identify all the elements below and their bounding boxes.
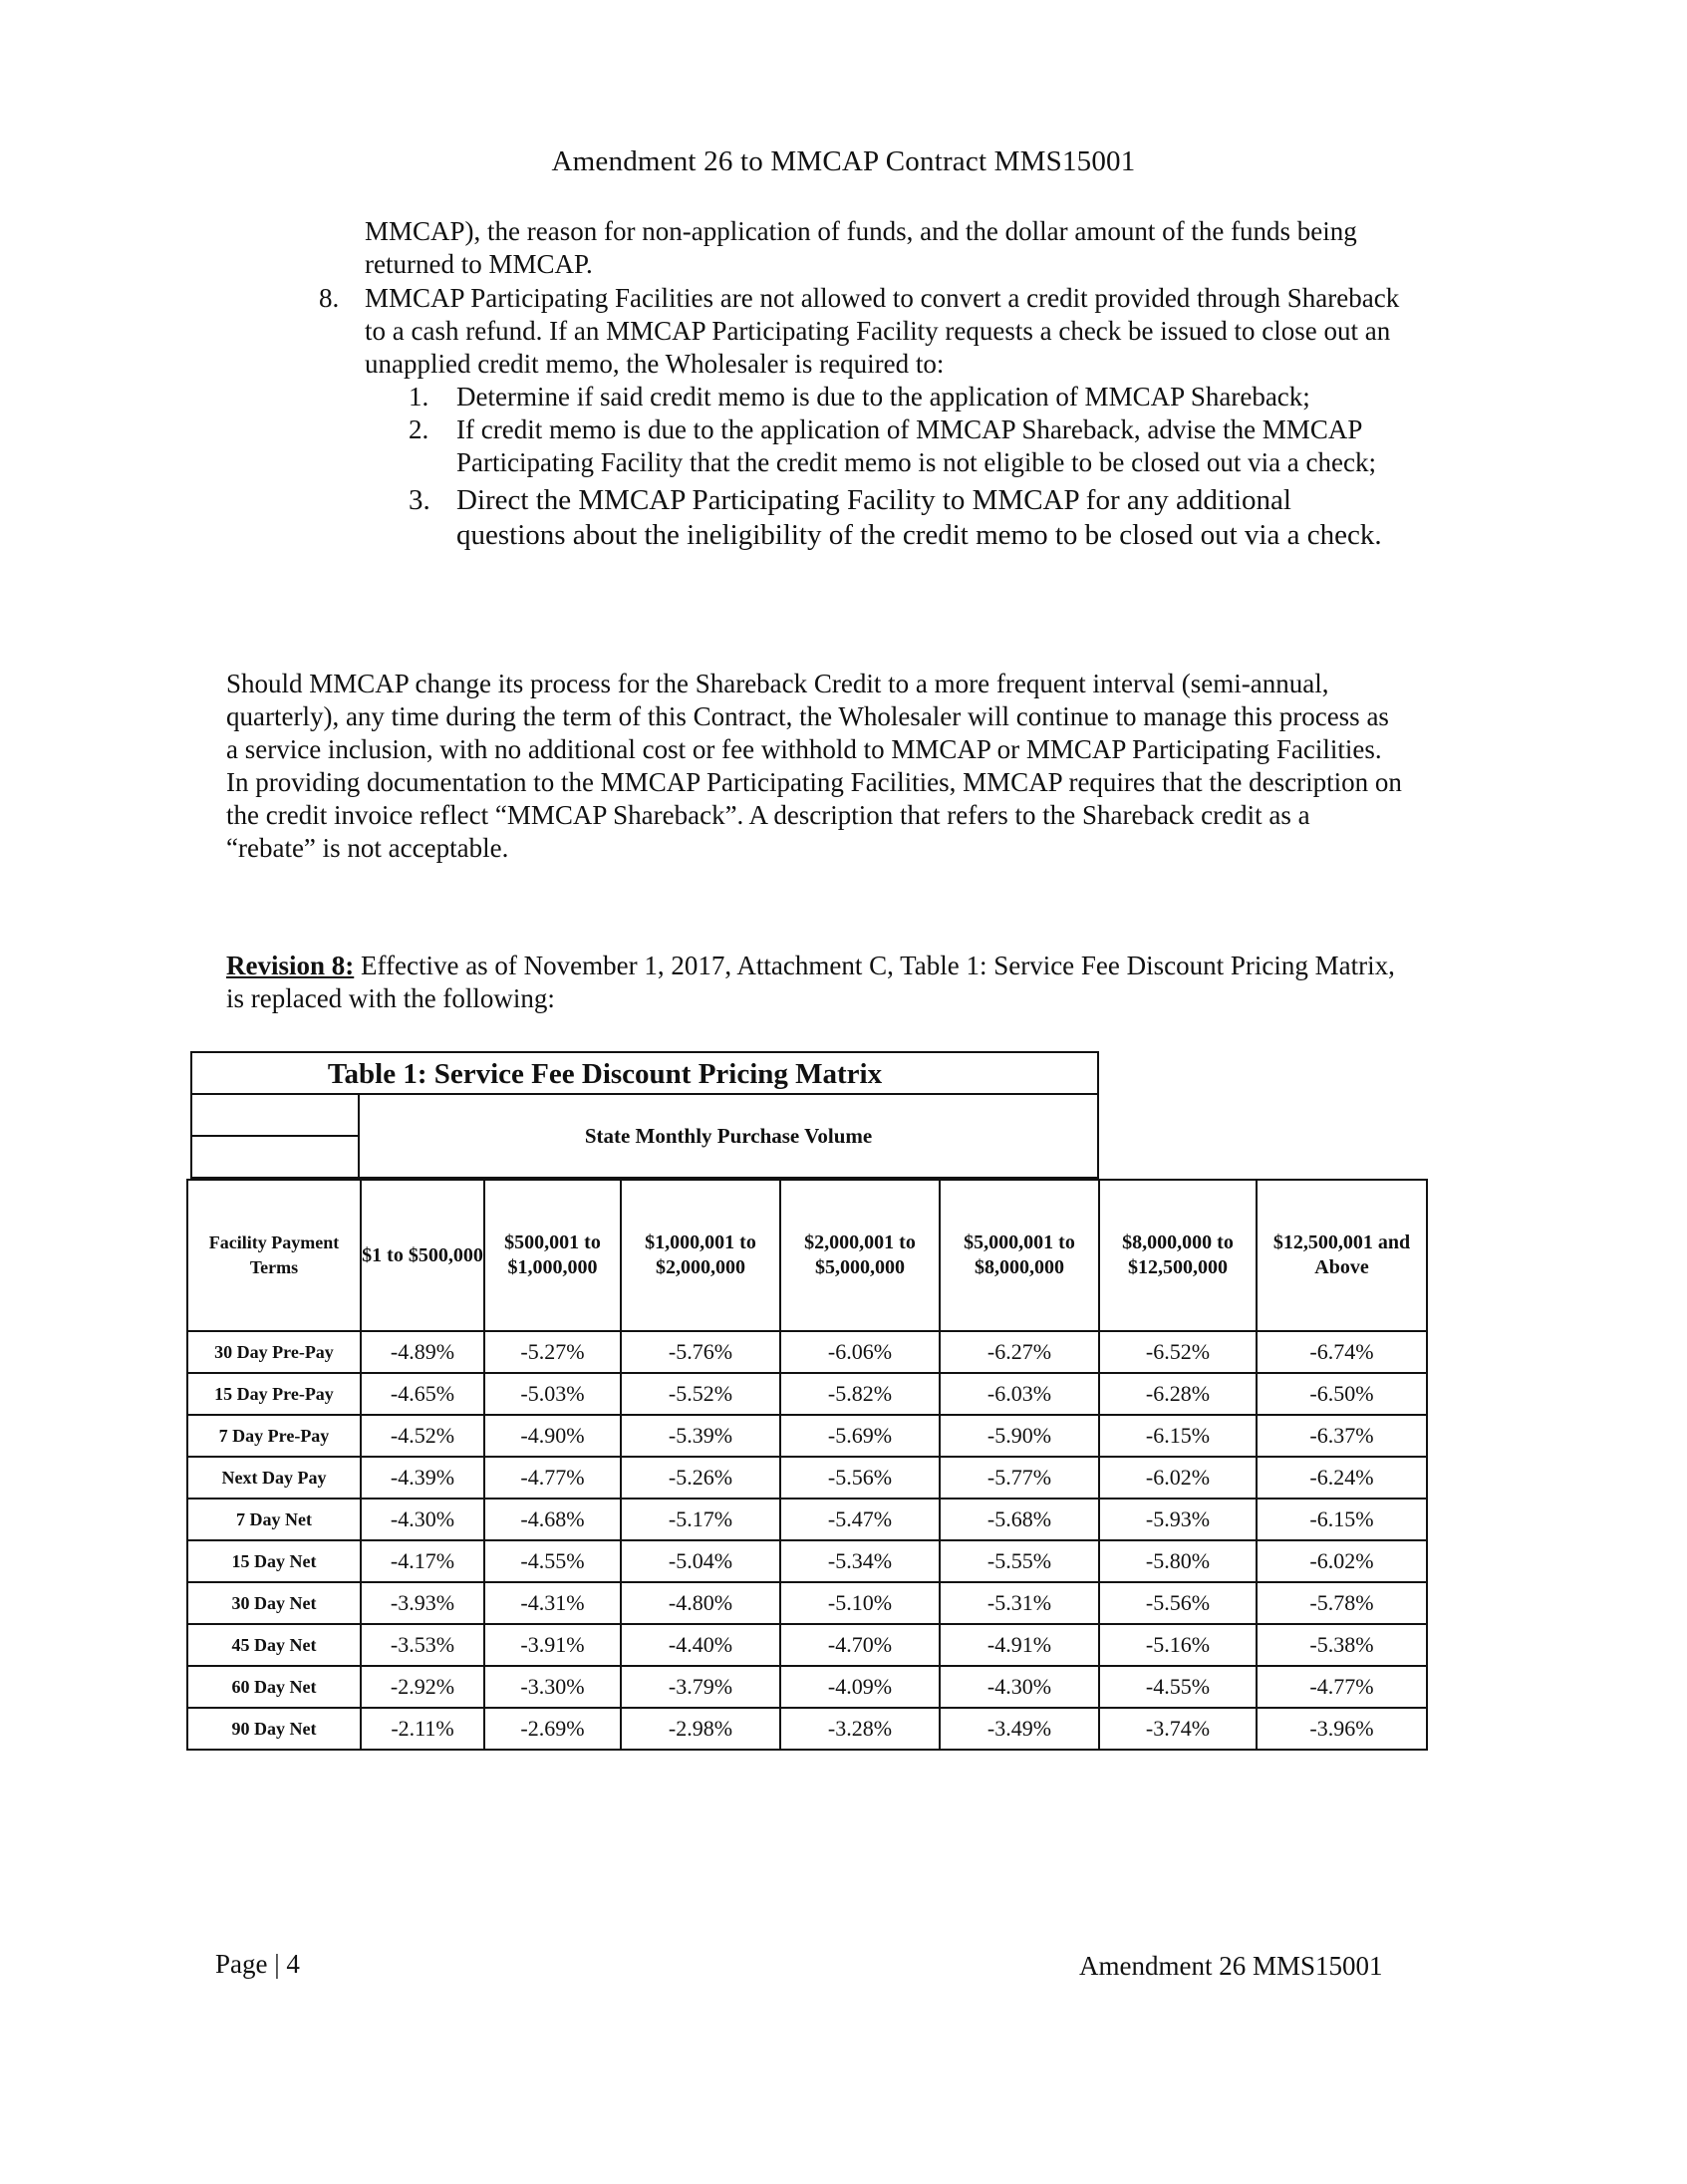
row-label: 60 Day Net — [187, 1666, 361, 1708]
table-cell: -5.47% — [780, 1499, 940, 1540]
row-label: 15 Day Net — [187, 1540, 361, 1582]
column-header: $2,000,001 to $5,000,000 — [780, 1180, 940, 1331]
table-cell: -3.91% — [484, 1624, 621, 1666]
table-cell: -5.03% — [484, 1373, 621, 1415]
sub-list-text: Determine if said credit memo is due to the application of MMCAP Shareback; — [456, 382, 1310, 411]
table-cell: -3.74% — [1099, 1708, 1257, 1750]
table-cell: -3.49% — [940, 1708, 1099, 1750]
table-cell: -6.15% — [1099, 1415, 1257, 1457]
column-header: $8,000,000 to $12,500,000 — [1099, 1180, 1257, 1331]
table-cell: -6.02% — [1099, 1457, 1257, 1499]
column-header: $1 to $500,000 — [361, 1180, 484, 1331]
table-cell: -5.56% — [1099, 1582, 1257, 1624]
page-header-title: Amendment 26 to MMCAP Contract MMS15001 — [551, 145, 1136, 177]
footer-document-id: Amendment 26 MMS15001 — [1079, 1951, 1383, 1981]
table-cell: -5.76% — [621, 1331, 780, 1373]
list-item-text: MMCAP Participating Facilities are not allowed to convert a credit provided through Shareback to a cash refund. If an MMCAP Participating Facility requests a check be issued to close out an unapplied credit memo, the Wholesaler is required to: — [365, 283, 1400, 379]
table-cell: -3.53% — [361, 1624, 484, 1666]
table-cell: -2.69% — [484, 1708, 621, 1750]
row-label: Next Day Pay — [187, 1457, 361, 1499]
table-cell: -2.98% — [621, 1708, 780, 1750]
column-header-terms: Facility Payment Terms — [187, 1180, 361, 1331]
table-cell: -5.39% — [621, 1415, 780, 1457]
table-cell: -5.38% — [1257, 1624, 1427, 1666]
table-cell: -4.39% — [361, 1457, 484, 1499]
column-header: $1,000,001 to $2,000,000 — [621, 1180, 780, 1331]
table-cell: -4.91% — [940, 1624, 1099, 1666]
table-cell: -6.74% — [1257, 1331, 1427, 1373]
table-title-text: Table 1: Service Fee Discount Pricing Matrix — [327, 1058, 883, 1090]
table-cell: -6.03% — [940, 1373, 1099, 1415]
table-cell: -4.40% — [621, 1624, 780, 1666]
table-cell: -4.55% — [1099, 1666, 1257, 1708]
table-cell: -5.10% — [780, 1582, 940, 1624]
table-cell: -4.77% — [1257, 1666, 1427, 1708]
table-cell: -6.52% — [1099, 1331, 1257, 1373]
table-cell: -3.28% — [780, 1708, 940, 1750]
table-row — [187, 1582, 1427, 1624]
column-header: $5,000,001 to $8,000,000 — [940, 1180, 1099, 1331]
table-cell: -5.26% — [621, 1457, 780, 1499]
table-cell: -4.80% — [621, 1582, 780, 1624]
sub-list-item — [409, 381, 1405, 413]
table-cell: -4.77% — [484, 1457, 621, 1499]
pricing-matrix — [186, 1051, 1432, 1761]
table-cell: -5.52% — [621, 1373, 780, 1415]
table-cell: -5.93% — [1099, 1499, 1257, 1540]
table-cell: -6.15% — [1257, 1499, 1427, 1540]
row-label: 7 Day Pre-Pay — [187, 1415, 361, 1457]
row-label: 7 Day Net — [187, 1499, 361, 1540]
table-row — [187, 1373, 1427, 1415]
list-item-8 — [319, 282, 1405, 553]
sub-list-number: 1. — [409, 382, 429, 411]
table-cell: -5.31% — [940, 1582, 1099, 1624]
table-cell: -2.92% — [361, 1666, 484, 1708]
table-cell: -2.11% — [361, 1708, 484, 1750]
table-cell: -4.70% — [780, 1624, 940, 1666]
empty-header-cell — [190, 1137, 360, 1179]
table-cell: -6.28% — [1099, 1373, 1257, 1415]
revision-text: Effective as of November 1, 2017, Attachment C, Table 1: Service Fee Discount Pricing Matrix, is replaced with the following: — [226, 951, 1395, 1013]
table-cell: -5.78% — [1257, 1582, 1427, 1624]
table-cell: -5.69% — [780, 1415, 940, 1457]
table-row — [187, 1415, 1427, 1457]
table-cell: -5.17% — [621, 1499, 780, 1540]
table-cell: -5.56% — [780, 1457, 940, 1499]
sub-list-number: 3. — [409, 484, 430, 516]
table-header-row — [187, 1180, 1427, 1331]
column-header: $500,001 to $1,000,000 — [484, 1180, 621, 1331]
table-cell: -5.55% — [940, 1540, 1099, 1582]
table-cell: -4.09% — [780, 1666, 940, 1708]
footer-page-number: Page | 4 — [215, 1949, 300, 1979]
continued-text: MMCAP), the reason for non-application of funds, and the dollar amount of the funds being returned to MMCAP. — [365, 216, 1357, 279]
table-cell: -3.93% — [361, 1582, 484, 1624]
sub-list-item — [409, 413, 1405, 479]
table-cell: -6.37% — [1257, 1415, 1427, 1457]
table-cell: -4.65% — [361, 1373, 484, 1415]
table-body — [187, 1331, 1427, 1750]
table-cell: -5.16% — [1099, 1624, 1257, 1666]
table-cell: -4.68% — [484, 1499, 621, 1540]
table-cell: -4.31% — [484, 1582, 621, 1624]
table-row — [187, 1540, 1427, 1582]
table-row — [187, 1666, 1427, 1708]
column-header: $12,500,001 and Above — [1257, 1180, 1427, 1331]
shareback-paragraph: Should MMCAP change its process for the Shareback Credit to a more frequent interval (semi-annual, quarterly), any time during the term of this Contract, the Wholesaler will continue to manage this process as a service inclusion, with no additional cost or fee withhold to MMCAP or MMCAP Participating Facilities. In providing documentation to the MMCAP Participating Facilities, MMCAP requires that the description on the credit invoice reflect “MMCAP Shareback”. A description that refers to the Shareback credit as a “rebate” is not acceptable. — [226, 669, 1402, 863]
table-row — [187, 1499, 1427, 1540]
table-cell: -6.02% — [1257, 1540, 1427, 1582]
table-cell: -5.34% — [780, 1540, 940, 1582]
table-cell: -5.80% — [1099, 1540, 1257, 1582]
pricing-table — [186, 1179, 1428, 1751]
table-cell: -5.04% — [621, 1540, 780, 1582]
table-row — [187, 1624, 1427, 1666]
table-cell: -5.90% — [940, 1415, 1099, 1457]
table-cell: -5.82% — [780, 1373, 940, 1415]
table-cell: -4.90% — [484, 1415, 621, 1457]
table-cell: -6.27% — [940, 1331, 1099, 1373]
table-cell: -6.50% — [1257, 1373, 1427, 1415]
table-cell: -4.55% — [484, 1540, 621, 1582]
sub-list-number: 2. — [409, 414, 429, 444]
sub-list-text: Direct the MMCAP Participating Facility to MMCAP for any additional questions about the ineligibility of the credit memo to be closed out via a check. — [456, 484, 1382, 551]
table-cell: -3.96% — [1257, 1708, 1427, 1750]
table-cell: -4.89% — [361, 1331, 484, 1373]
row-label: 30 Day Net — [187, 1582, 361, 1624]
revision-paragraph — [226, 950, 1402, 1015]
row-label: 90 Day Net — [187, 1708, 361, 1750]
table-row — [187, 1331, 1427, 1373]
table-cell: -3.30% — [484, 1666, 621, 1708]
list-item-number: 8. — [319, 283, 340, 313]
table-cell: -4.52% — [361, 1415, 484, 1457]
table-cell: -4.30% — [940, 1666, 1099, 1708]
empty-header-cell — [190, 1095, 360, 1137]
table-row — [187, 1457, 1427, 1499]
table-cell: -3.79% — [621, 1666, 780, 1708]
sub-list-item — [409, 483, 1405, 553]
sub-list-text: If credit memo is due to the application of MMCAP Shareback, advise the MMCAP Participating Facility that the credit memo is not eligible to be closed out via a check; — [456, 414, 1376, 477]
row-label: 15 Day Pre-Pay — [187, 1373, 361, 1415]
table-cell: -4.17% — [361, 1540, 484, 1582]
table-cell: -4.30% — [361, 1499, 484, 1540]
table-cell: -5.27% — [484, 1331, 621, 1373]
sub-list — [409, 381, 1405, 553]
table-row — [187, 1708, 1427, 1750]
table-cell: -6.06% — [780, 1331, 940, 1373]
row-label: 45 Day Net — [187, 1624, 361, 1666]
row-label: 30 Day Pre-Pay — [187, 1331, 361, 1373]
revision-label: Revision 8: — [226, 951, 355, 980]
table-cell: -5.77% — [940, 1457, 1099, 1499]
table-title — [190, 1051, 1099, 1095]
table-cell: -6.24% — [1257, 1457, 1427, 1499]
table-cell: -5.68% — [940, 1499, 1099, 1540]
group-header: State Monthly Purchase Volume — [360, 1095, 1099, 1179]
